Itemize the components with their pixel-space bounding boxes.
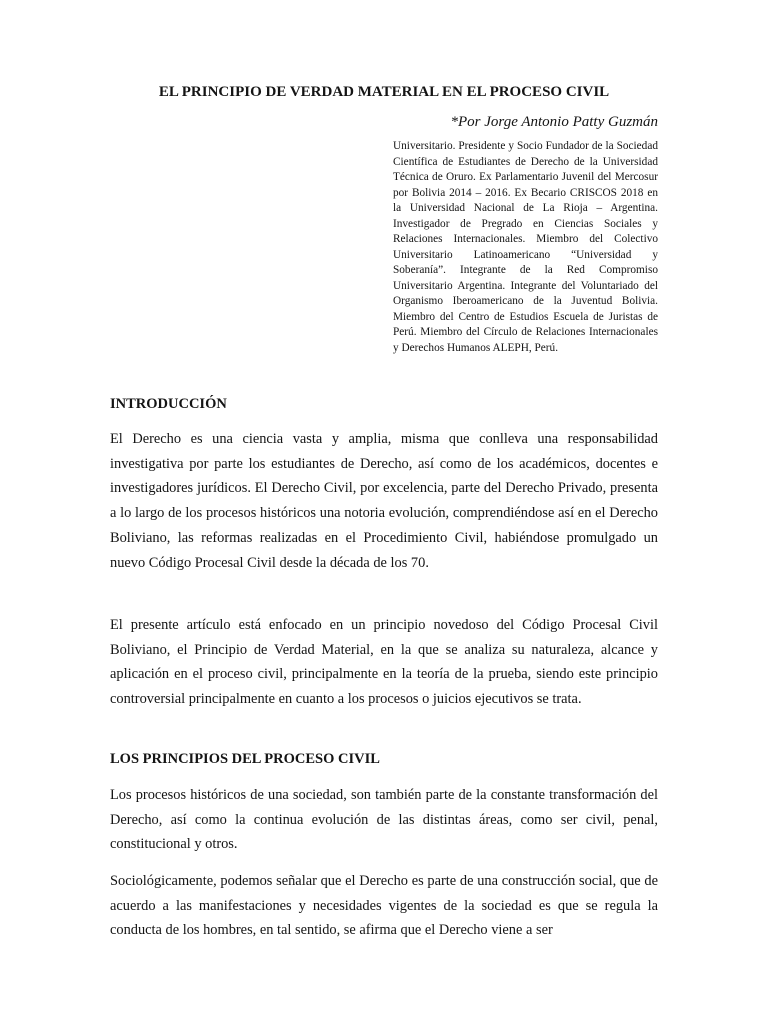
section-heading-introduccion: INTRODUCCIÓN [110, 396, 227, 412]
paragraph: El presente artículo está enfocado en un principio novedoso del Código Procesal Civil Boliviano, el Principio de Verdad Material, en la que se analiza su naturaleza, alcance y aplicación en el proceso civil, principalmente en la teoría de la prueba, siendo este principio controversial principalmente en cuanto a los procesos o juicios ejecutivos se trata. [110, 617, 658, 708]
paragraph: Los procesos históricos de una sociedad, son también parte de la constante transformación del Derecho, así como la continua evolución de las distintas áreas, como ser civil, penal, constitucional y otros. [110, 787, 658, 853]
section-heading-principios: LOS PRINCIPIOS DEL PROCESO CIVIL [110, 751, 380, 767]
author-line: *Por Jorge Antonio Patty Guzmán [450, 114, 658, 130]
document-title: EL PRINCIPIO DE VERDAD MATERIAL EN EL PROCESO CIVIL [158, 84, 610, 100]
paragraph: Sociológicamente, podemos señalar que el Derecho es parte de una construcción social, que de acuerdo a las manifestaciones y necesidades vigentes de la sociedad es que se regula la conducta de los hombres, en tal sentido, se afirma que el Derecho viene a ser [110, 873, 658, 939]
paragraph: El Derecho es una ciencia vasta y amplia, misma que conlleva una responsabilidad investigativa por parte los estudiantes de Derecho, así como de los académicos, docentes e investigadores jurídicos. El Derecho Civil, por excelencia, parte del Derecho Privado, presenta a lo largo de los procesos históricos una notoria evolución, comprendiéndose así en el Derecho Boliviano, las reformas realizadas en el Procedimiento Civil, habiéndose promulgado un nuevo Código Procesal Civil desde la década de los 70. [110, 431, 658, 571]
author-bio: Universitario. Presidente y Socio Fundador de la Sociedad Científica de Estudiantes de Derecho de la Universidad Técnica de Oruro. Ex Parlamentario Juvenil del Mercosur por Bolivia 2014 – 2016. Ex Becario CRISCOS 2018 en la Universidad Nacional de La Rioja – Argentina. Investigador de Pregrado en Ciencias Sociales y Relaciones Internacionales. Miembro del Colectivo Universitario Latinoamericano “Universidad y Soberanía”. Integrante de la Red Compromiso Universitario Argentina. Integrante del Voluntariado del Organismo Iberoamericano de la Juventud Bolivia. Miembro del Centro de Estudios Escuela de Juristas de Perú. Miembro del Círculo de Relaciones Internacionales y Derechos Humanos ALEPH, Perú. [393, 140, 658, 354]
